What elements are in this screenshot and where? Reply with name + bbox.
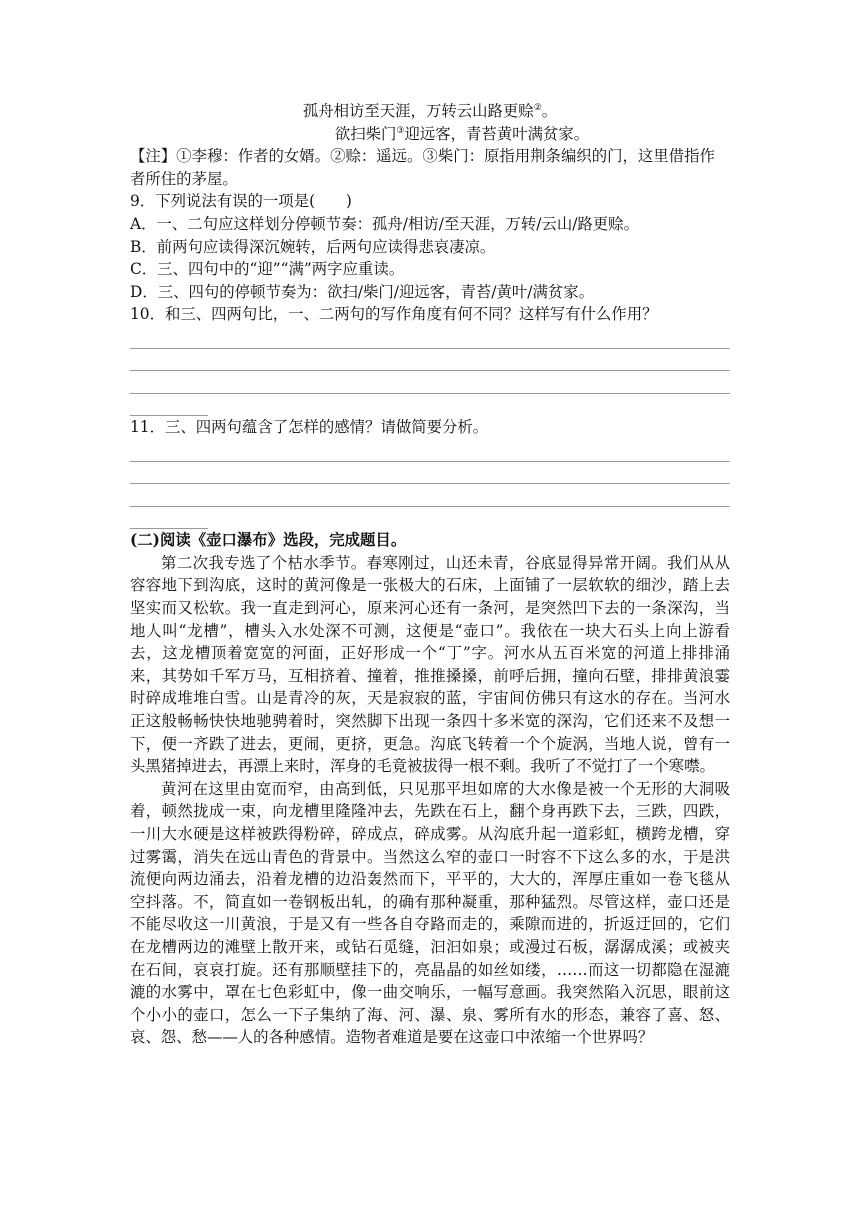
option-b: B．前两句应读得深沉婉转，后两句应读得悲哀凄凉。: [130, 237, 496, 256]
question-11: [130, 416, 730, 529]
answer-line[interactable]: [130, 349, 730, 372]
section-2-heading: (二)阅读《壶口瀑布》选段，完成题目。: [130, 531, 407, 550]
annotation-note: 【注】①李穆：作者的女婿。②赊：遥远。③柴门：原指用荆条编织的门，这里借指作者所住的茅屋。: [130, 147, 715, 188]
answer-line[interactable]: [130, 439, 730, 462]
question-10-stem: 10．和三、四两句比，一、二两句的写作角度有何不同？这样写有什么作用？: [130, 305, 658, 324]
poem-line-2-text: 欲扫柴门: [334, 124, 397, 143]
question-11-stem: 11．三、四两句蕴含了怎样的感情？请做简要分析。: [130, 418, 489, 437]
footnote-marker-3: ③: [396, 125, 405, 136]
poem-line-1-text: 孤舟相访至天涯，万转云山路更赊: [302, 102, 534, 120]
answer-line[interactable]: [130, 462, 730, 485]
option-a: A．一、二句应这样划分停顿节奏：孤舟/相访/至天涯，万转/云山/路更赊。: [130, 214, 639, 233]
answer-line[interactable]: [130, 371, 730, 394]
poem-line-2: [130, 123, 730, 146]
footnote-marker-2: ②: [533, 102, 542, 113]
option-d: D．三、四句的停顿节奏为：欲扫/柴门/迎远客，青苔/黄叶/满贫家。: [130, 282, 595, 301]
question-10: [130, 303, 730, 416]
question-9: [130, 190, 730, 303]
option-c: C．三、四句中的“迎”“满”两字应重读。: [130, 260, 405, 279]
passage-paragraph-1: 第二次我专选了个枯水季节。春寒刚过，山还未青，谷底显得异常开阔。我们从从容容地下到沟底，这时的黄河像是一张极大的石床，上面铺了一层软软的细沙，踏上去坚实而又松软。我一直走到河心，原来河心还有一条河，是突然凹下去的一条深沟，当地人叫“龙槽”，槽头入水处深不可测，这便是“壶口”。我依在一块大石头上向上游看去，这龙槽顶着宽宽的河面，正好形成一个“丁”字。河水从五百米宽的河道上排排涌来，其势如千军万马，互相挤着、撞着，推推搡搡，前呼后拥，撞向石壁，排排黄浪霎时碎成堆堆白雪。山是青冷的灰，天是寂寂的蓝，宇宙间仿佛只有这水的存在。当河水正这般畅畅快快地驰骋着时，突然脚下出现一条四十多米宽的深沟，它们还来不及想一下，便一齐跌了进去，更闹，更挤，更急。沟底飞转着一个个旋涡，当地人说，曾有一头黑猪掉进去，再漂上来时，浑身的毛竟被拔得一根不剩。我听了不觉打了一个寒噤。: [130, 553, 730, 776]
answer-line[interactable]: [130, 484, 730, 507]
document-content: [130, 100, 730, 1049]
poem-line-1: [130, 100, 730, 123]
answer-line[interactable]: [130, 326, 730, 349]
poem: [130, 100, 730, 145]
poem-line-1-end: 。: [541, 102, 558, 120]
poem-line-2-end: 迎远客，青苔黄叶满贫家。: [404, 124, 590, 143]
answer-line-short[interactable]: [130, 394, 208, 417]
answer-line-short[interactable]: [130, 507, 208, 530]
passage-paragraph-2: 黄河在这里由宽而窄，由高到低，只见那平坦如席的大水像是被一个无形的大洞吸着，顿然拢成一束，向龙槽里隆隆冲去，先跌在石上，翻个身再跌下去，三跌，四跌，一川大水硬是这样被跌得粉碎，碎成点，碎成雾。从沟底升起一道彩虹，横跨龙槽，穿过雾霭，消失在远山青色的背景中。当然这么窄的壶口一时容不下这么多的水，于是洪流便向两边涌去，沿着龙槽的边沿轰然而下，平平的，大大的，浑厚庄重如一卷飞毯从空抖落。不，简直如一卷钢板出轧，的确有那种凝重，那种猛烈。尽管这样，壶口还是不能尽收这一川黄浪，于是又有一些各自夺路而走的，乘隙而进的，折返迂回的，它们在龙槽两边的滩壁上散开来，或钻石觅缝，汩汩如泉；或漫过石板，潺潺成溪；或被夹在石间，哀哀打旋。还有那顺壁挂下的，亮晶晶的如丝如缕，……而这一切都隐在湿漉漉的水雾中，罩在七色彩虹中，像一曲交响乐，一幅写意画。我突然陷入沉思，眼前这个小小的壶口，怎么一下子集纳了海、河、瀑、泉、雾所有水的形态，兼容了喜、怒、哀、怨、愁——人的各种感情。造物者难道是要在这壶口中浓缩一个世界吗？: [130, 779, 730, 1047]
question-9-stem: 9．下列说法有误的一项是( ): [130, 192, 352, 211]
